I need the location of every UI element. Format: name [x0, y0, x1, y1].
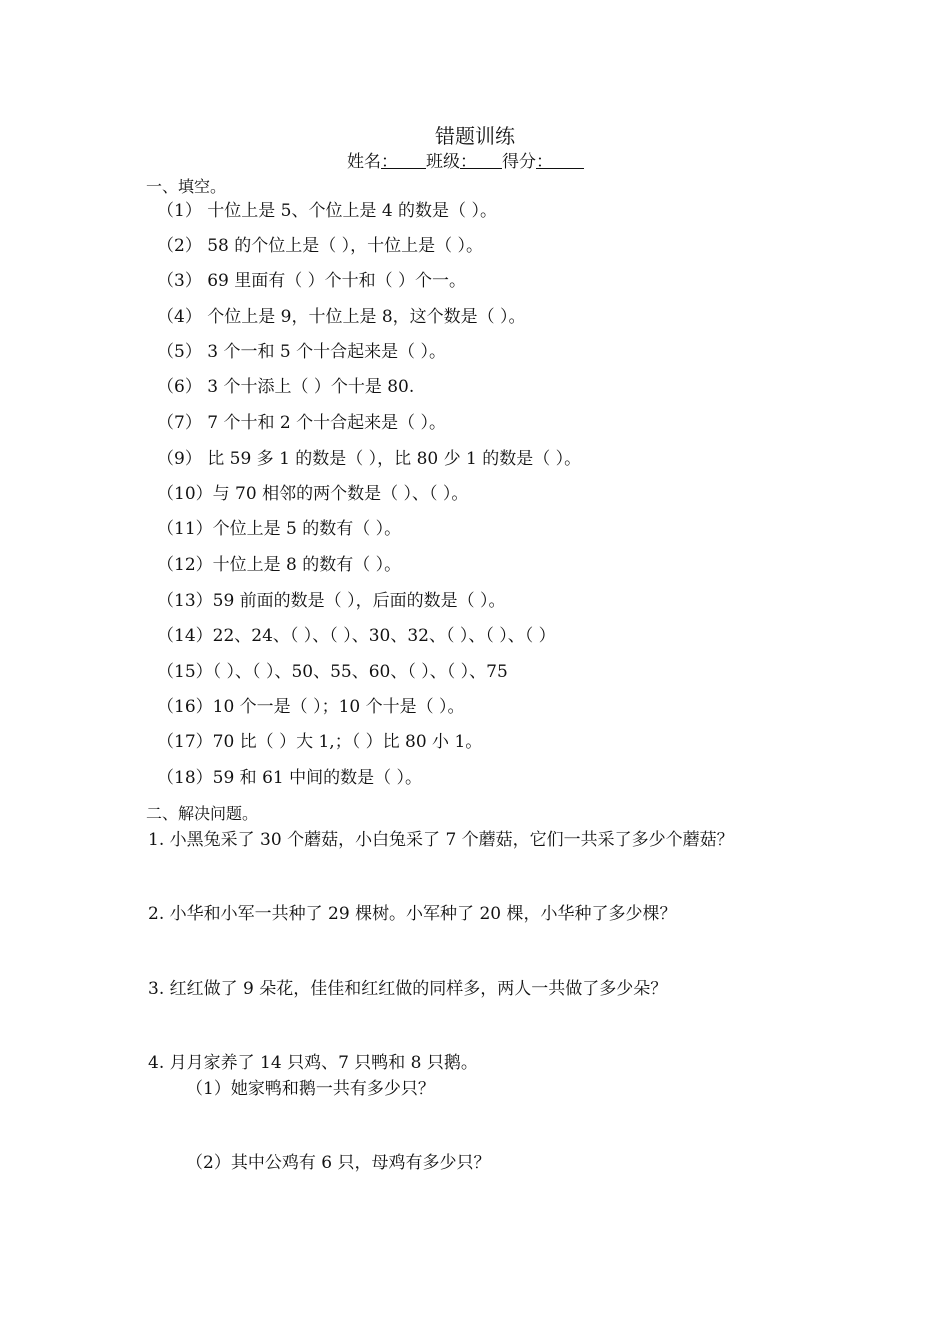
question-item: （9） 比 59 多 1 的数是（ ），比 80 少 1 的数是（ ）。 [157, 449, 582, 469]
question-item: （14）22、24、（ ）、（ ）、30、32、（ ）、（ ）、（ ） [157, 626, 556, 646]
question-item: （2） 58 的个位上是（ ），十位上是（ ）。 [157, 236, 484, 256]
question-item: （16）10 个一是（ ）；10 个十是（ ）。 [157, 697, 465, 717]
section-fill-blank-heading: 一、填空。 [146, 177, 227, 196]
word-problem: 2. 小华和小军一共种了 29 棵树。小军种了 20 棵，小华种了多少棵？ [148, 904, 677, 924]
question-item: （4） 个位上是 9，十位上是 8，这个数是（ ）。 [157, 307, 526, 327]
word-problem: 3. 红红做了 9 朵花，佳佳和红红做的同样多，两人一共做了多少朵？ [148, 979, 668, 999]
word-problem: 1. 小黑兔采了 30 个蘑菇，小白兔采了 7 个蘑菇，它们一共采了多少个蘑菇？ [148, 830, 734, 850]
sub-question: （2）其中公鸡有 6 只，母鸡有多少只？ [186, 1153, 491, 1173]
sub-question: （1）她家鸭和鹅一共有多少只？ [186, 1079, 435, 1099]
question-item: （13）59 前面的数是（ ），后面的数是（ ）。 [157, 591, 506, 611]
question-item: （6） 3 个十添上（ ）个十是 80. [157, 377, 415, 397]
question-item: （1） 十位上是 5、个位上是 4 的数是（ ）。 [157, 201, 497, 221]
section-word-problems-heading: 二、解决问题。 [146, 804, 259, 823]
question-item: （10）与 70 相邻的两个数是（ ）、（ ）。 [157, 484, 469, 504]
question-item: （17）70 比（ ）大 1,；（ ）比 80 小 1。 [157, 732, 483, 752]
question-item: （11）个位上是 5 的数有（ ）。 [157, 519, 402, 539]
worksheet-title: 错题训练 [435, 124, 515, 148]
score-label: 得分 [502, 152, 536, 172]
question-item: （7） 7 个十和 2 个十合起来是（ ）。 [157, 413, 446, 433]
question-item: （15）（ ）、（ ）、50、55、60、（ ）、（ ）、75 [157, 662, 508, 682]
question-item: （18）59 和 61 中间的数是（ ）。 [157, 768, 423, 788]
score-blank[interactable]: ： [536, 154, 584, 169]
word-problem: 4. 月月家养了 14 只鸡、7 只鸭和 8 只鹅。 [148, 1053, 478, 1073]
question-item: （12）十位上是 8 的数有（ ）。 [157, 555, 402, 575]
name-blank[interactable]: ： [381, 154, 426, 169]
question-item: （5） 3 个一和 5 个十合起来是（ ）。 [157, 342, 446, 362]
student-info-line [347, 154, 584, 171]
class-blank[interactable]: ： [460, 154, 502, 169]
question-item: （3） 69 里面有（ ）个十和（ ）个一。 [157, 271, 467, 291]
class-label: 班级 [426, 152, 460, 172]
name-label: 姓名 [347, 152, 381, 172]
